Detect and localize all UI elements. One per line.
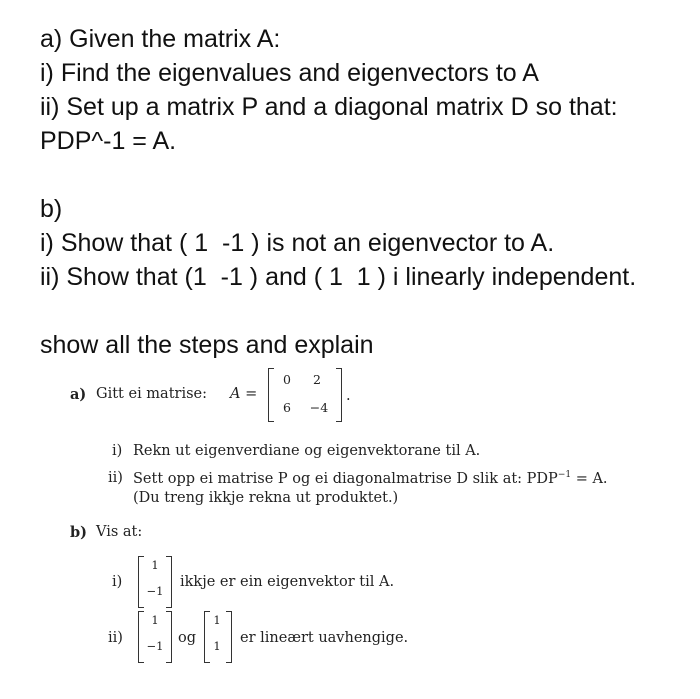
vector-entry: 1: [151, 558, 159, 572]
vector-right-bracket: [226, 611, 232, 663]
b-ii-label: ii): [108, 630, 123, 646]
question-line-a-title: a) Given the matrix A:: [40, 25, 281, 53]
part-b-label: b): [70, 524, 87, 541]
matrix-name: A =: [230, 386, 258, 402]
b-i-label: i): [112, 574, 123, 590]
part-b-text: Vis at:: [96, 524, 143, 540]
part-a-label: a): [70, 386, 87, 403]
matrix-cell: 0: [283, 372, 291, 387]
matrix-period: .: [346, 388, 351, 404]
question-line-a-ii: ii) Set up a matrix P and a diagonal matrix D so that:: [40, 93, 618, 121]
question-line-b-i: i) Show that ( 1 -1 ) is not an eigenvector to A.: [40, 229, 555, 257]
matrix-right-bracket: [336, 368, 342, 422]
a-ii-label: ii): [108, 470, 123, 486]
question-line-pdp: PDP^-1 = A.: [40, 127, 177, 155]
b-ii-text: er lineært uavhengige.: [240, 630, 409, 646]
matrix-cell: −4: [309, 400, 329, 415]
vector-entry: 1: [151, 613, 159, 627]
matrix-cell: 2: [313, 372, 321, 387]
b-ii-og: og: [178, 630, 197, 646]
question-line-a-i: i) Find the eigenvalues and eigenvectors to A: [40, 59, 539, 87]
vector-left-bracket: [138, 556, 144, 608]
a-ii-note: (Du treng ikkje rekna ut produktet.): [133, 490, 399, 506]
part-a-text: Gitt ei matrise:: [96, 386, 208, 402]
b-i-text: ikkje er ein eigenvektor til A.: [180, 574, 395, 590]
vector-right-bracket: [166, 556, 172, 608]
a-i-label: i): [112, 443, 123, 459]
vector-entry: 1: [213, 639, 221, 653]
vector-entry: −1: [146, 584, 164, 598]
question-line-instruction: show all the steps and explain: [40, 331, 374, 359]
vector-entry: 1: [213, 613, 221, 627]
matrix-cell: 6: [283, 400, 291, 415]
matrix-left-bracket: [268, 368, 274, 422]
question-line-b-ii: ii) Show that (1 -1 ) and ( 1 1 ) i linearly independent.: [40, 263, 637, 291]
vector-entry: −1: [146, 639, 164, 653]
question-line-b-title: b): [40, 195, 63, 223]
a-ii-text: Sett opp ei matrise P og ei diagonalmatrise D slik at: $PDP^{-1} = A$.: [133, 470, 608, 487]
a-i-text: Rekn ut eigenverdiane og eigenvektorane til A.: [133, 443, 481, 459]
vector-left-bracket: [138, 611, 144, 663]
vector-right-bracket: [166, 611, 172, 663]
